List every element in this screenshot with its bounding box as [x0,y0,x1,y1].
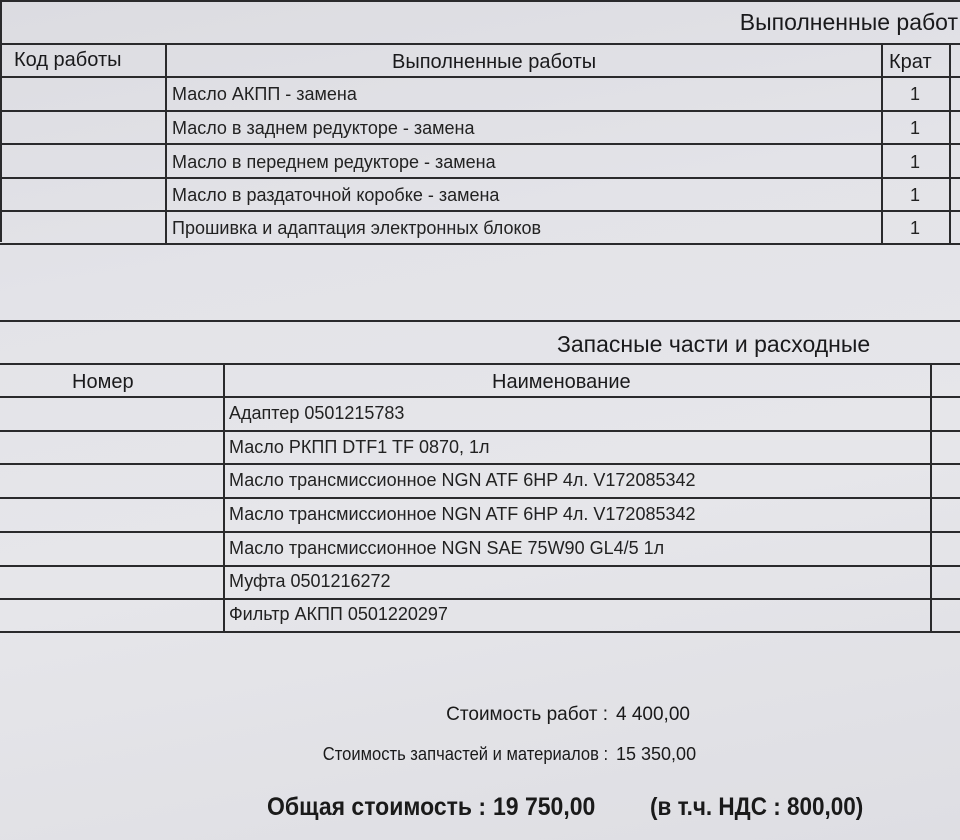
part-name: Муфта 0501216272 [229,571,391,591]
work-name: Масло в раздаточной коробке - замена [172,185,500,205]
labor-cost-value: 4 400,00 [616,704,690,725]
work-qty: 1 [910,185,921,205]
divider [0,497,960,499]
part-name: Масло трансмиссионное NGN ATF 6HP 4л. V172085342 [229,504,696,524]
divider [0,531,960,533]
divider [223,363,225,633]
column-header-works: Выполненные работы [392,51,597,73]
work-qty: 1 [910,118,921,138]
column-header-qty: Крат [889,51,932,73]
divider [0,76,960,78]
divider [0,110,960,112]
total-cost-value: 19 750,00 [493,793,596,821]
column-header-code: Код работы [14,49,122,71]
work-name: Масло в переднем редукторе - замена [172,152,496,172]
divider [0,143,960,145]
work-name: Масло АКПП - замена [172,84,357,104]
vat-amount: (в т.ч. НДС : 800,00) [650,793,864,821]
divider [0,177,960,179]
parts-section-title: Запасные части и расходные [557,331,871,357]
work-name: Прошивка и адаптация электронных блоков [172,218,542,238]
parts-cost-value: 15 350,00 [616,744,697,764]
total-cost-label: Общая стоимость : [266,793,486,821]
divider [0,565,960,567]
divider [881,43,883,245]
part-name: Масло трансмиссионное NGN ATF 6HP 4л. V172085342 [229,470,696,490]
work-qty: 1 [910,152,921,172]
part-name: Адаптер 0501215783 [229,403,405,423]
divider [0,463,960,465]
part-name: Масло трансмиссионное NGN SAE 75W90 GL4/5 1л [229,538,665,558]
divider [0,631,960,633]
divider [0,320,960,322]
divider [0,0,960,2]
work-name: Масло в заднем редукторе - замена [172,118,475,138]
work-qty: 1 [910,84,921,104]
parts-cost-label: Стоимость запчастей и материалов : [322,744,608,764]
works-section-title: Выполненные работ [739,9,958,35]
divider [165,43,167,245]
part-name: Масло РКПП DTF1 TF 0870, 1л [229,437,490,457]
column-header-name: Наименование [492,371,631,393]
column-header-number: Номер [72,371,134,393]
divider [0,598,960,600]
divider [0,243,960,245]
divider [0,396,960,398]
divider [0,363,960,365]
part-name: Фильтр АКПП 0501220297 [229,604,448,624]
divider [0,0,2,242]
labor-cost-label: Стоимость работ : [446,704,608,725]
work-qty: 1 [910,218,921,238]
divider [0,43,960,45]
divider [949,43,951,245]
divider [930,363,932,633]
divider [0,210,960,212]
divider [0,430,960,432]
